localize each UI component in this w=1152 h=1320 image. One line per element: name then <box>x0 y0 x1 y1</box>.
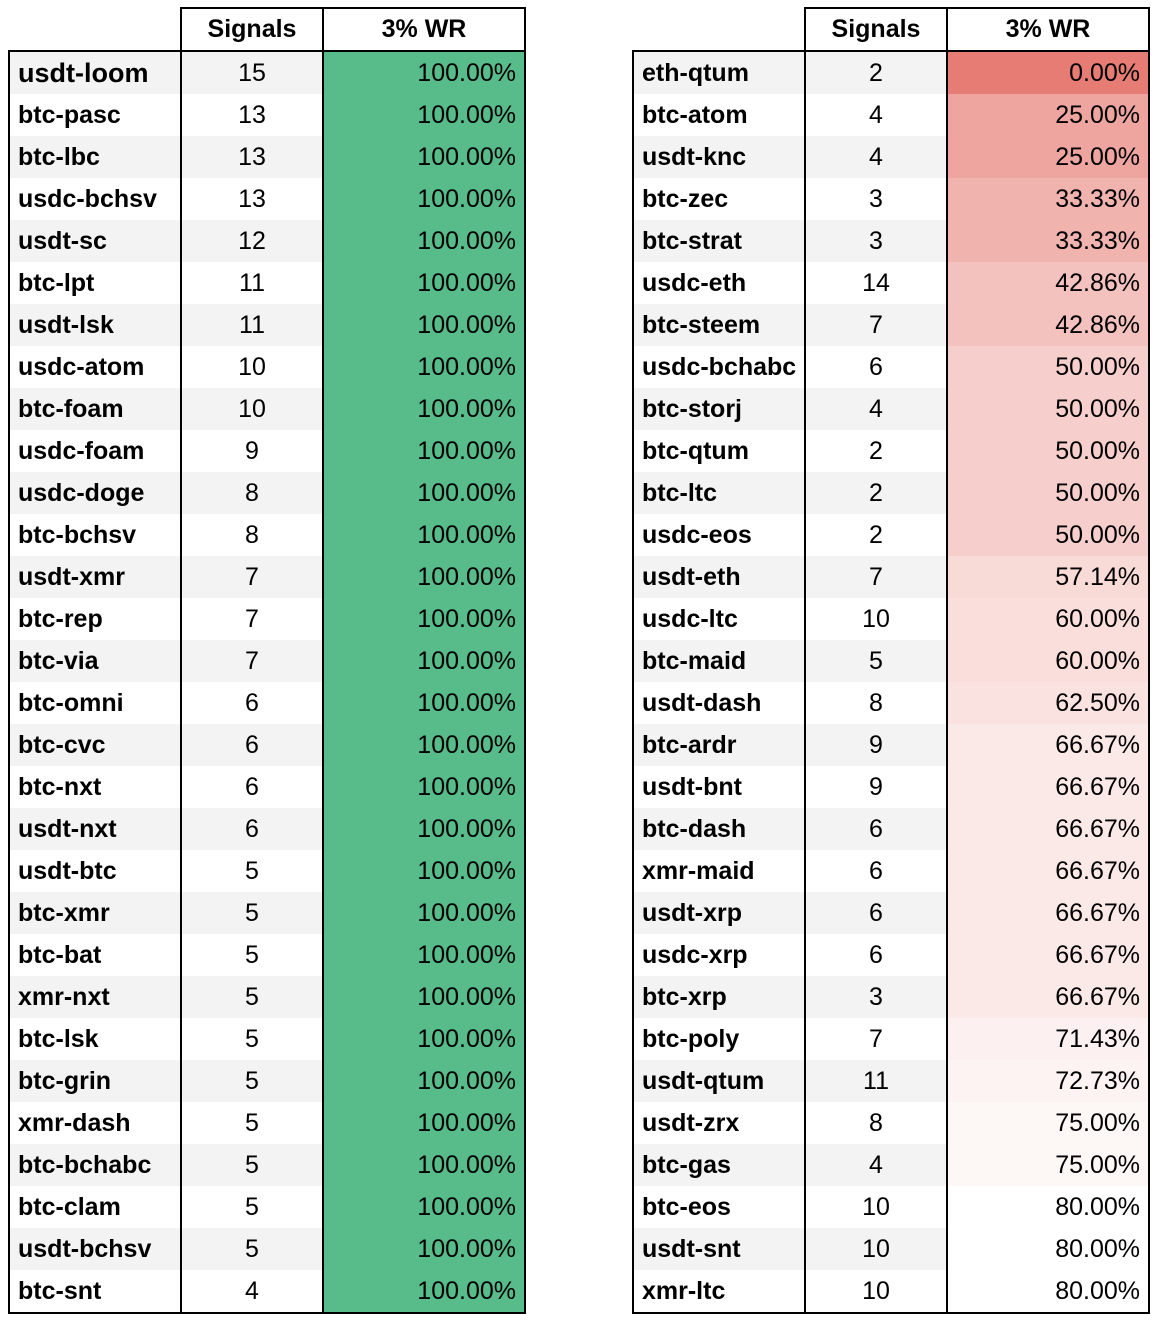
signals-cell: 4 <box>805 94 947 136</box>
win-rate-cell: 100.00% <box>323 94 525 136</box>
pair-cell: usdt-lsk <box>9 304 181 346</box>
signals-cell: 13 <box>181 94 323 136</box>
win-rate-cell: 75.00% <box>947 1102 1149 1144</box>
table-row <box>633 178 1149 220</box>
signals-cell: 7 <box>181 640 323 682</box>
signals-cell: 10 <box>805 1228 947 1270</box>
pair-cell: usdt-zrx <box>633 1102 805 1144</box>
win-rate-table-left <box>8 7 526 1314</box>
pair-cell: usdt-xrp <box>633 892 805 934</box>
pair-cell: usdc-eos <box>633 514 805 556</box>
pair-cell: eth-qtum <box>633 51 805 94</box>
win-rate-cell: 100.00% <box>323 51 525 94</box>
win-rate-cell: 100.00% <box>323 556 525 598</box>
signals-cell: 11 <box>805 1060 947 1102</box>
win-rate-cell: 100.00% <box>323 1102 525 1144</box>
win-rate-cell: 100.00% <box>323 640 525 682</box>
header-signals: Signals <box>805 8 947 51</box>
signals-cell: 7 <box>805 304 947 346</box>
header-win-rate: 3% WR <box>947 8 1149 51</box>
table-row <box>9 304 525 346</box>
signals-cell: 5 <box>181 1060 323 1102</box>
signals-cell: 10 <box>805 1186 947 1228</box>
header-pair-cell <box>633 8 805 51</box>
win-rate-cell: 50.00% <box>947 346 1149 388</box>
table-row <box>633 388 1149 430</box>
pair-cell: xmr-dash <box>9 1102 181 1144</box>
pair-cell: btc-bat <box>9 934 181 976</box>
table-header-row <box>9 8 525 51</box>
pair-cell: btc-qtum <box>633 430 805 472</box>
pair-cell: btc-ardr <box>633 724 805 766</box>
win-rate-cell: 100.00% <box>323 724 525 766</box>
signals-cell: 5 <box>181 1102 323 1144</box>
pair-cell: usdc-ltc <box>633 598 805 640</box>
pair-cell: usdt-sc <box>9 220 181 262</box>
win-rate-cell: 100.00% <box>323 136 525 178</box>
win-rate-cell: 66.67% <box>947 850 1149 892</box>
table-row <box>633 514 1149 556</box>
win-rate-cell: 100.00% <box>323 514 525 556</box>
win-rate-cell: 33.33% <box>947 220 1149 262</box>
win-rate-cell: 0.00% <box>947 51 1149 94</box>
table-row <box>9 808 525 850</box>
pair-cell: btc-bchabc <box>9 1144 181 1186</box>
win-rate-cell: 80.00% <box>947 1270 1149 1313</box>
signals-cell: 6 <box>805 346 947 388</box>
signals-cell: 5 <box>181 892 323 934</box>
win-rate-cell: 100.00% <box>323 430 525 472</box>
win-rate-cell: 66.67% <box>947 892 1149 934</box>
signals-cell: 7 <box>805 1018 947 1060</box>
win-rate-cell: 60.00% <box>947 640 1149 682</box>
signals-cell: 7 <box>805 556 947 598</box>
signals-cell: 2 <box>805 51 947 94</box>
pair-cell: usdt-eth <box>633 556 805 598</box>
pair-cell: btc-lbc <box>9 136 181 178</box>
table-row <box>633 51 1149 94</box>
pair-cell: btc-omni <box>9 682 181 724</box>
table-row <box>9 51 525 94</box>
table-row <box>9 850 525 892</box>
win-rate-cell: 100.00% <box>323 1270 525 1313</box>
table-row <box>9 682 525 724</box>
signals-cell: 8 <box>805 682 947 724</box>
signals-cell: 7 <box>181 556 323 598</box>
signals-cell: 5 <box>181 976 323 1018</box>
table-row <box>633 598 1149 640</box>
win-rate-cell: 72.73% <box>947 1060 1149 1102</box>
table-row <box>9 1018 525 1060</box>
table-row <box>633 472 1149 514</box>
pair-cell: btc-dash <box>633 808 805 850</box>
table-row <box>9 472 525 514</box>
pair-cell: usdt-qtum <box>633 1060 805 1102</box>
table-row <box>633 136 1149 178</box>
signals-cell: 2 <box>805 430 947 472</box>
table-row <box>9 136 525 178</box>
table-row <box>633 556 1149 598</box>
win-rate-cell: 100.00% <box>323 808 525 850</box>
pair-cell: btc-pasc <box>9 94 181 136</box>
table-row <box>633 1144 1149 1186</box>
win-rate-cell: 66.67% <box>947 724 1149 766</box>
pair-cell: btc-bchsv <box>9 514 181 556</box>
signals-cell: 10 <box>181 388 323 430</box>
pair-cell: btc-steem <box>633 304 805 346</box>
signals-cell: 6 <box>181 808 323 850</box>
signals-cell: 9 <box>181 430 323 472</box>
pair-cell: usdt-snt <box>633 1228 805 1270</box>
win-rate-cell: 25.00% <box>947 136 1149 178</box>
table-row <box>633 640 1149 682</box>
pair-cell: btc-lpt <box>9 262 181 304</box>
signals-cell: 2 <box>805 514 947 556</box>
table-row <box>9 94 525 136</box>
table-row <box>9 220 525 262</box>
header-win-rate: 3% WR <box>323 8 525 51</box>
signals-cell: 6 <box>805 808 947 850</box>
signals-cell: 5 <box>181 1228 323 1270</box>
table-row <box>9 556 525 598</box>
signals-cell: 12 <box>181 220 323 262</box>
pair-cell: btc-grin <box>9 1060 181 1102</box>
win-rate-cell: 66.67% <box>947 934 1149 976</box>
signals-cell: 5 <box>181 1018 323 1060</box>
table-row <box>9 430 525 472</box>
pair-cell: usdt-bnt <box>633 766 805 808</box>
signals-cell: 9 <box>805 766 947 808</box>
table-row <box>633 346 1149 388</box>
signals-cell: 5 <box>181 850 323 892</box>
pair-cell: btc-clam <box>9 1186 181 1228</box>
win-rate-cell: 66.67% <box>947 808 1149 850</box>
signals-cell: 14 <box>805 262 947 304</box>
win-rate-cell: 100.00% <box>323 1144 525 1186</box>
pair-cell: usdt-dash <box>633 682 805 724</box>
header-signals: Signals <box>181 8 323 51</box>
signals-cell: 3 <box>805 220 947 262</box>
signals-cell: 10 <box>805 1270 947 1313</box>
win-rate-cell: 100.00% <box>323 346 525 388</box>
signals-cell: 5 <box>181 934 323 976</box>
header-pair-cell <box>9 8 181 51</box>
table-row <box>633 850 1149 892</box>
pair-cell: usdt-xmr <box>9 556 181 598</box>
pair-cell: btc-snt <box>9 1270 181 1313</box>
win-rate-cell: 50.00% <box>947 388 1149 430</box>
table-row <box>9 1186 525 1228</box>
pair-cell: usdt-nxt <box>9 808 181 850</box>
win-rate-cell: 100.00% <box>323 850 525 892</box>
table-row <box>9 892 525 934</box>
table-row <box>9 1144 525 1186</box>
win-rate-cell: 50.00% <box>947 514 1149 556</box>
win-rate-cell: 71.43% <box>947 1018 1149 1060</box>
win-rate-cell: 80.00% <box>947 1228 1149 1270</box>
pair-cell: btc-xrp <box>633 976 805 1018</box>
win-rate-cell: 100.00% <box>323 892 525 934</box>
win-rate-cell: 100.00% <box>323 1018 525 1060</box>
win-rate-cell: 66.67% <box>947 976 1149 1018</box>
signals-cell: 5 <box>805 640 947 682</box>
win-rate-cell: 100.00% <box>323 178 525 220</box>
win-rate-cell: 100.00% <box>323 262 525 304</box>
table-row <box>633 430 1149 472</box>
win-rate-cell: 57.14% <box>947 556 1149 598</box>
signals-cell: 5 <box>181 1144 323 1186</box>
signals-cell: 4 <box>805 1144 947 1186</box>
signals-cell: 8 <box>805 1102 947 1144</box>
table-body <box>9 51 525 1313</box>
signals-cell: 4 <box>181 1270 323 1313</box>
win-rate-cell: 100.00% <box>323 1060 525 1102</box>
table-row <box>9 934 525 976</box>
win-rate-cell: 50.00% <box>947 430 1149 472</box>
table-row <box>633 682 1149 724</box>
win-rate-cell: 100.00% <box>323 934 525 976</box>
pair-cell: xmr-ltc <box>633 1270 805 1313</box>
pair-cell: usdt-loom <box>9 51 181 94</box>
table-row <box>9 766 525 808</box>
pair-cell: btc-strat <box>633 220 805 262</box>
table-row <box>9 178 525 220</box>
pair-cell: btc-nxt <box>9 766 181 808</box>
pair-cell: usdc-atom <box>9 346 181 388</box>
pair-cell: btc-eos <box>633 1186 805 1228</box>
pair-cell: btc-poly <box>633 1018 805 1060</box>
pair-cell: btc-zec <box>633 178 805 220</box>
signals-cell: 13 <box>181 136 323 178</box>
table-row <box>9 976 525 1018</box>
table-row <box>633 766 1149 808</box>
pair-cell: btc-maid <box>633 640 805 682</box>
table-row <box>9 640 525 682</box>
table-row <box>633 94 1149 136</box>
win-rate-table-right <box>632 7 1150 1314</box>
table-row <box>633 262 1149 304</box>
win-rate-cell: 100.00% <box>323 976 525 1018</box>
table-row <box>9 1102 525 1144</box>
win-rate-cell: 75.00% <box>947 1144 1149 1186</box>
signals-cell: 3 <box>805 178 947 220</box>
table-row <box>9 1228 525 1270</box>
signals-cell: 6 <box>805 934 947 976</box>
table-row <box>633 1102 1149 1144</box>
signals-cell: 2 <box>805 472 947 514</box>
pair-cell: btc-lsk <box>9 1018 181 1060</box>
pair-cell: btc-gas <box>633 1144 805 1186</box>
signals-cell: 5 <box>181 1186 323 1228</box>
win-rate-cell: 42.86% <box>947 304 1149 346</box>
signals-cell: 6 <box>805 892 947 934</box>
signals-cell: 3 <box>805 976 947 1018</box>
table-body <box>633 51 1149 1313</box>
win-rate-cell: 60.00% <box>947 598 1149 640</box>
win-rate-cell: 62.50% <box>947 682 1149 724</box>
pair-cell: usdc-bchabc <box>633 346 805 388</box>
pair-cell: usdc-eth <box>633 262 805 304</box>
table-row <box>633 304 1149 346</box>
win-rate-cell: 100.00% <box>323 682 525 724</box>
win-rate-cell: 100.00% <box>323 304 525 346</box>
pair-cell: usdt-knc <box>633 136 805 178</box>
pair-cell: xmr-nxt <box>9 976 181 1018</box>
win-rate-cell: 100.00% <box>323 598 525 640</box>
pair-cell: btc-foam <box>9 388 181 430</box>
win-rate-cell: 100.00% <box>323 1228 525 1270</box>
pair-cell: usdt-bchsv <box>9 1228 181 1270</box>
pair-cell: btc-cvc <box>9 724 181 766</box>
table-row <box>9 346 525 388</box>
signals-cell: 6 <box>181 724 323 766</box>
pair-cell: btc-atom <box>633 94 805 136</box>
signals-cell: 8 <box>181 514 323 556</box>
pair-cell: usdc-bchsv <box>9 178 181 220</box>
table-row <box>633 1270 1149 1313</box>
signals-cell: 9 <box>805 724 947 766</box>
signals-cell: 11 <box>181 304 323 346</box>
pair-cell: usdc-foam <box>9 430 181 472</box>
signals-cell: 11 <box>181 262 323 304</box>
table-row <box>9 262 525 304</box>
table-row <box>9 598 525 640</box>
win-rate-cell: 33.33% <box>947 178 1149 220</box>
signals-cell: 10 <box>181 346 323 388</box>
table-row <box>633 1018 1149 1060</box>
signals-cell: 4 <box>805 388 947 430</box>
pair-cell: xmr-maid <box>633 850 805 892</box>
signals-cell: 6 <box>805 850 947 892</box>
pair-cell: btc-xmr <box>9 892 181 934</box>
pair-cell: usdt-btc <box>9 850 181 892</box>
table-row <box>9 1270 525 1313</box>
pair-cell: btc-storj <box>633 388 805 430</box>
table-row <box>633 976 1149 1018</box>
win-rate-cell: 100.00% <box>323 1186 525 1228</box>
table-row <box>9 514 525 556</box>
table-row <box>633 934 1149 976</box>
signals-cell: 8 <box>181 472 323 514</box>
pair-cell: btc-via <box>9 640 181 682</box>
signals-cell: 6 <box>181 766 323 808</box>
table-row <box>633 220 1149 262</box>
pair-cell: btc-rep <box>9 598 181 640</box>
table-row <box>633 1228 1149 1270</box>
win-rate-cell: 25.00% <box>947 94 1149 136</box>
table-row <box>633 892 1149 934</box>
win-rate-cell: 66.67% <box>947 766 1149 808</box>
win-rate-cell: 50.00% <box>947 472 1149 514</box>
signals-cell: 13 <box>181 178 323 220</box>
table-row <box>9 724 525 766</box>
win-rate-cell: 100.00% <box>323 388 525 430</box>
win-rate-cell: 42.86% <box>947 262 1149 304</box>
pair-cell: usdc-xrp <box>633 934 805 976</box>
pair-cell: btc-ltc <box>633 472 805 514</box>
table-header-row <box>633 8 1149 51</box>
table-row <box>633 1060 1149 1102</box>
signals-cell: 15 <box>181 51 323 94</box>
signals-cell: 6 <box>181 682 323 724</box>
table-row <box>633 724 1149 766</box>
win-rate-cell: 100.00% <box>323 220 525 262</box>
signals-cell: 7 <box>181 598 323 640</box>
table-row <box>633 808 1149 850</box>
table-row <box>9 388 525 430</box>
win-rate-cell: 80.00% <box>947 1186 1149 1228</box>
win-rate-cell: 100.00% <box>323 766 525 808</box>
signals-cell: 4 <box>805 136 947 178</box>
table-row <box>9 1060 525 1102</box>
signals-cell: 10 <box>805 598 947 640</box>
win-rate-cell: 100.00% <box>323 472 525 514</box>
table-row <box>633 1186 1149 1228</box>
pair-cell: usdc-doge <box>9 472 181 514</box>
